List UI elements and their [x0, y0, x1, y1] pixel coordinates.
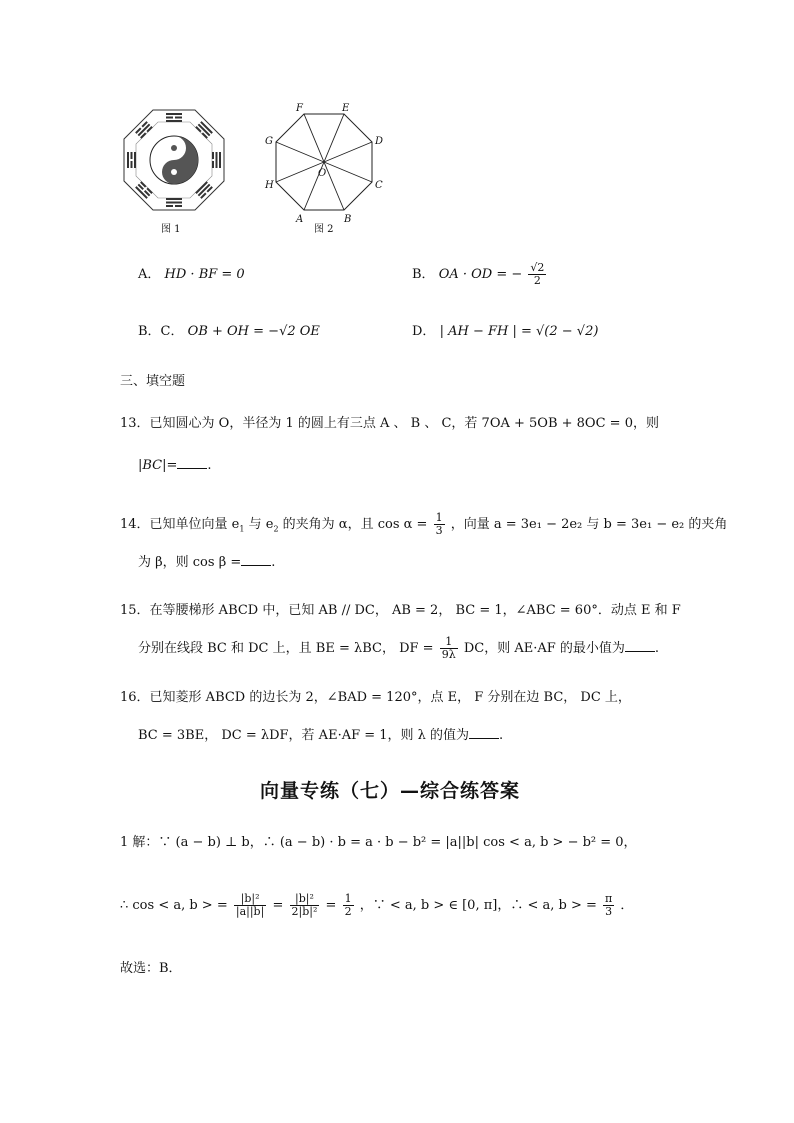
- option-c-expr: OB + OH = −√2 OE: [187, 324, 320, 339]
- answer-blank: [625, 639, 655, 652]
- option-c-label: B．C．: [138, 324, 184, 339]
- solution-1-line1: 1 解：∵ (a − b) ⊥ b，∴ (a − b) · b = a · b − b² = |a||b| cos < a, b > − b² = 0，: [120, 835, 637, 850]
- label-G: G: [265, 136, 273, 147]
- sol1-eq-2: =: [325, 898, 337, 913]
- answer-blank: [177, 456, 207, 469]
- question-13-line1: 13．已知圆心为 O，半径为 1 的圆上有三点 A 、 B 、 C，若 7OA + 5OB + 8OC = 0，则: [120, 416, 659, 431]
- option-a: [138, 266, 245, 284]
- label-E: E: [342, 103, 350, 114]
- section-title: 三、填空题: [120, 374, 186, 389]
- q14-part-d: ，向量 a = 3e₁ − 2e₂ 与 b = 3e₁ − e₂ 的夹角: [450, 517, 728, 532]
- sol1-fraction-2: $\frac{\text{|b|²}}{\text{2|b|²}}$: [291, 892, 318, 918]
- question-16-line2: [138, 726, 503, 745]
- q15-fraction: $\frac{1}{9\lambda}$: [441, 635, 456, 661]
- question-16-line1: 16．已知菱形 ABCD 的边长为 2，∠BAD = 120°，点 E， F 分别在边 BC， DC 上，: [120, 690, 631, 705]
- answer-blank: [241, 553, 271, 566]
- q14-fraction: $\frac{1}{3}$: [435, 511, 443, 537]
- answer-title: 向量专练（七）—综合练答案: [260, 780, 521, 802]
- label-H: H: [265, 180, 274, 191]
- option-d-expr: | AH − FH | = √(2 − √2): [439, 324, 599, 339]
- sol1-end: ．: [620, 898, 634, 913]
- q14-expr: 为 β，则 cos β =: [138, 555, 242, 570]
- question-13-end: .: [207, 458, 212, 473]
- q14-end: .: [271, 555, 276, 570]
- sol1-part-b: ，∵ < a, b > ∈ [0, π]，∴ < a, b > =: [359, 898, 597, 913]
- question-14-line2: [138, 553, 275, 572]
- q16-expr: BC = 3BE， DC = λDF，若 AE·AF = 1，则 λ 的值为: [138, 728, 470, 743]
- label-O: O: [318, 168, 327, 179]
- conclusion: 故选：B．: [120, 961, 182, 976]
- q15-part-b: DC，则 AE·AF 的最小值为: [463, 641, 625, 656]
- option-d: [412, 323, 598, 341]
- figure-2-octagon: [256, 100, 392, 226]
- q15-end: .: [654, 641, 660, 656]
- answer-blank: [469, 726, 499, 739]
- label-B: B: [344, 214, 352, 225]
- question-15-line2: [138, 636, 659, 661]
- question-15-line1: 15．在等腰梯形 ABCD 中，已知 AB // DC， AB = 2， BC = 1，∠ABC = 60°．动点 E 和 F: [120, 603, 681, 618]
- q14-part-c: 的夹角为 α，且 cos α =: [282, 517, 428, 532]
- solution-1-line2: [120, 893, 633, 918]
- label-D: D: [375, 136, 384, 147]
- sol1-fraction-3: $\frac{1}{2}$: [344, 892, 352, 918]
- label-C: C: [375, 180, 383, 191]
- sol1-fraction-4: $\frac{\pi}{3}$: [605, 892, 613, 918]
- option-b-expr: OA · OD = −: [438, 267, 523, 282]
- q14-part-b: 与 e: [248, 517, 274, 532]
- figure-2-caption: 图 2: [314, 224, 334, 235]
- option-a-expr: HD · BF = 0: [164, 267, 245, 282]
- option-b-fraction: $\frac{√2}{2}$: [530, 261, 545, 287]
- question-13-line2: [138, 456, 212, 475]
- option-d-label: D．: [412, 324, 436, 339]
- label-A: A: [296, 214, 304, 225]
- q14-part-a: 14．已知单位向量 e: [120, 517, 240, 532]
- option-b-label: B．: [412, 267, 435, 282]
- sol1-eq-1: =: [272, 898, 284, 913]
- q16-end: .: [499, 728, 504, 743]
- figure-1-bagua: [122, 108, 226, 212]
- figure-1-caption: 图 1: [161, 224, 181, 235]
- sol1-fraction-1: $\frac{\text{|b|²}}{|a||b|}$: [235, 892, 265, 918]
- option-b: [412, 262, 548, 287]
- sol1-part-a: ∴ cos < a, b > =: [120, 898, 228, 913]
- option-c: [138, 323, 320, 341]
- option-a-label: A．: [138, 267, 161, 282]
- question-14-line1: 14．已知单位向量 $e_1$ 与 $e_2$ 的夹角为 α，且 cos α = $\frac{1}{3}$ ，向量 a = 3e₁ − 2e₂ 与 b = 3e₁ − e₂ 的夹角: [120, 511, 728, 537]
- question-13-expr: |BC|=: [138, 458, 178, 473]
- label-F: F: [296, 103, 303, 114]
- q15-part-a: 分别在线段 BC 和 DC 上，且 BE = λBC， DF =: [138, 641, 434, 656]
